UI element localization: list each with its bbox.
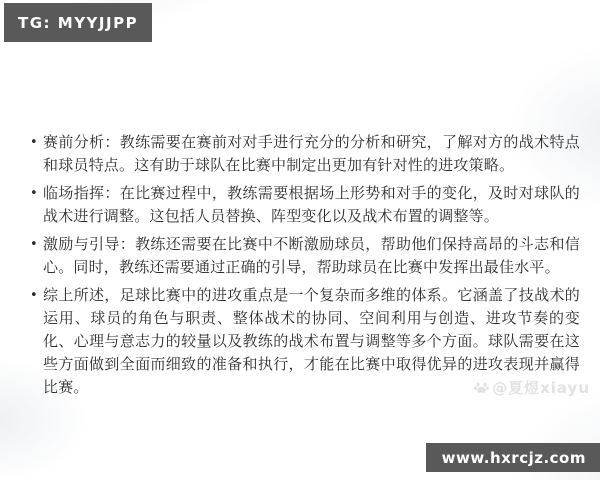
bullet-list <box>30 131 580 399</box>
author-watermark <box>473 377 590 398</box>
bullet-item-summary: • 综上所述，足球比赛中的进攻重点是一个复杂而多维的体系。它涵盖了技战术的运用、球员的角色与职责、整体战术的协同、空间利用与创造、进攻节奏的变化、心理与意志力的较量以及教练的战术布置与调整等多个方面。球队需要在这些方面做到全面而细致的准备和执行，才能在比赛中取得优异的进攻表现并赢得比赛。 <box>30 284 580 399</box>
website-url-badge <box>426 443 600 472</box>
tg-channel-label: TG: MYYJJPP <box>18 13 139 32</box>
bullet-item-motivation-guidance: • 激励与引导：教练还需要在比赛中不断激励球员，帮助他们保持高昂的斗志和信心。同时，教练还需要通过正确的引导，帮助球员在比赛中发挥出最佳水平。 <box>30 233 580 279</box>
tg-channel-badge <box>4 3 152 42</box>
watermark-text: @夏煜xiayu <box>492 379 590 397</box>
bullet-item-pre-match-analysis: • 赛前分析：教练需要在赛前对对手进行充分的分析和研究，了解对方的战术特点和球员特点。这有助于球队在比赛中制定出更加有针对性的进攻策略。 <box>30 131 580 177</box>
paw-icon <box>473 379 490 396</box>
article-body <box>30 131 580 404</box>
bullet-item-in-game-direction: • 临场指挥：在比赛过程中，教练需要根据场上形势和对手的变化，及时对球队的战术进行调整。这包括人员替换、阵型变化以及战术布置的调整等。 <box>30 182 580 228</box>
website-url-label: www.hxrcjz.com <box>441 448 586 467</box>
